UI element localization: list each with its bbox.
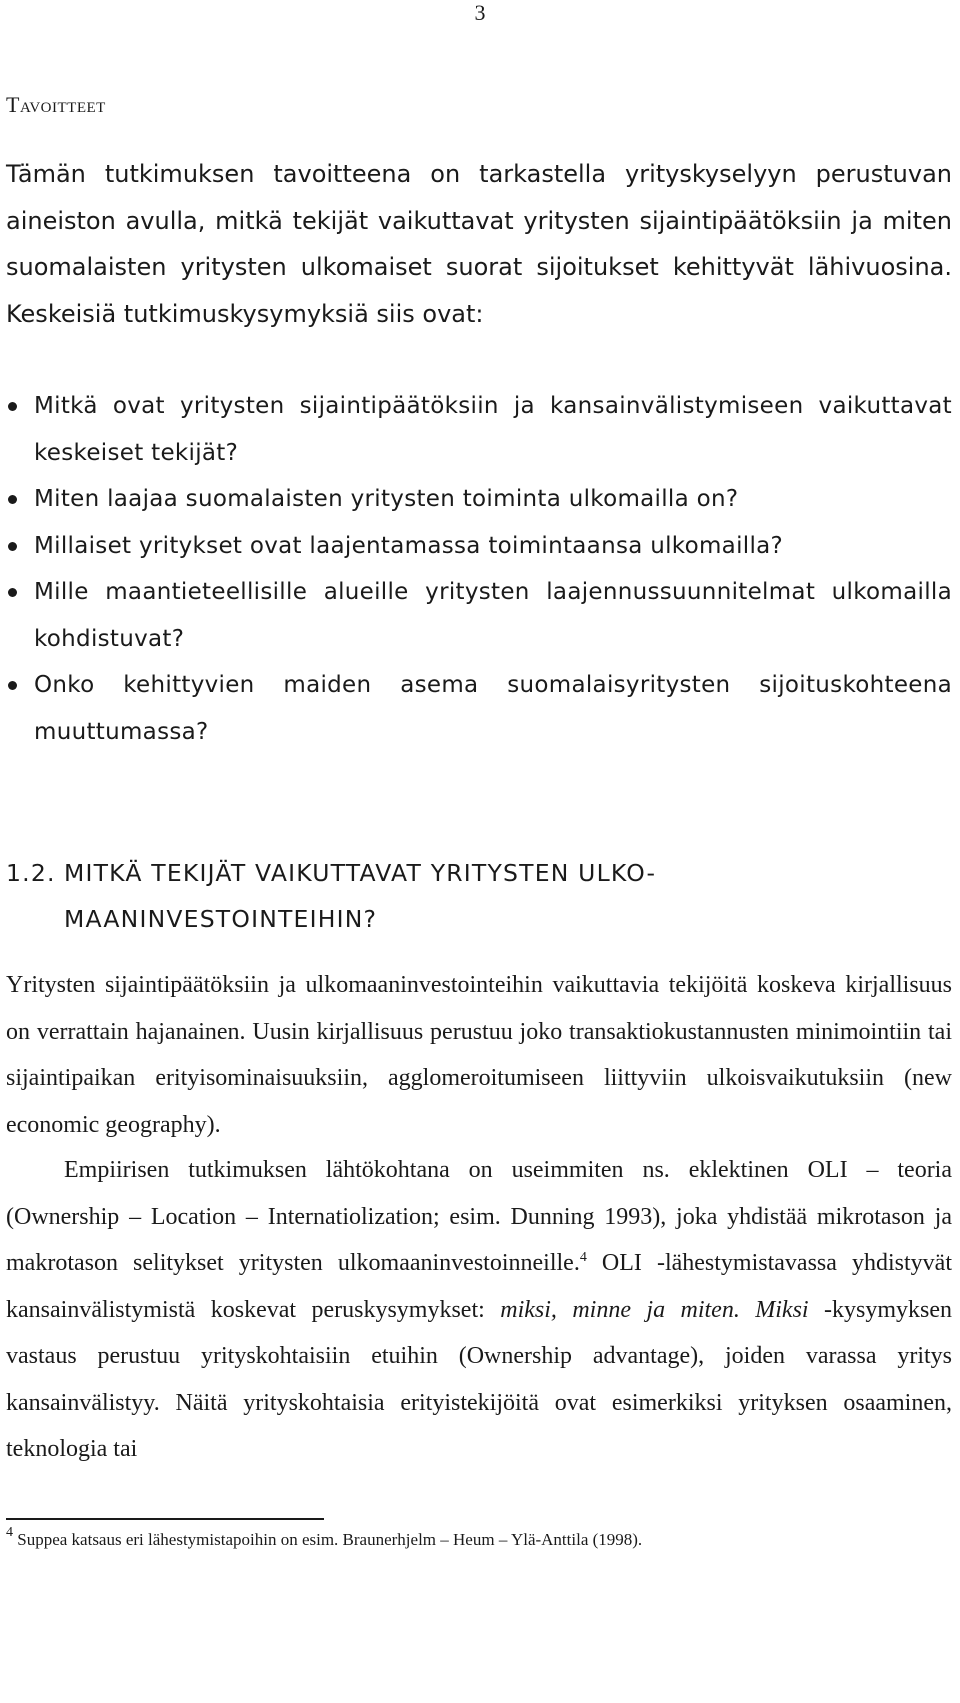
footnote-marker: 4 [6, 1525, 13, 1540]
body-text-part: OLI -lähestymistavassa yhdistyvät kansainvälistymistä koskevat peruskysymykset: [6, 1250, 952, 1323]
bullet-icon [8, 495, 17, 504]
question-item [6, 383, 952, 476]
question-item [6, 523, 952, 570]
italic-text: miksi, minne ja miten. [500, 1296, 740, 1323]
bullet-icon [8, 681, 17, 690]
footnote-divider [6, 1518, 324, 1520]
section-heading-title-line2: MAANINVESTOINTEIHIN? [64, 905, 378, 933]
section-title-text: Tavoitteet [6, 92, 106, 117]
question-list [6, 383, 952, 755]
question-text: Miten laajaa suomalaisten yritysten toiminta ulkomailla on? [34, 486, 739, 512]
bullet-icon [8, 542, 17, 551]
section-heading-title-line1: MITKÄ TEKIJÄT VAIKUTTAVAT YRITYSTEN ULKO- [64, 859, 657, 887]
footnote-text: Suppea katsaus eri lähestymistapoihin on esim. Braunerhjelm – Heum – Ylä-Anttila (1998). [13, 1530, 643, 1549]
body-paragraph: Yritysten sijaintipäätöksiin ja ulkomaaninvestointeihin vaikuttavia tekijöitä koskeva kirjallisuus on verrattain hajanainen. Uusin kirjallisuus perustuu joko transaktiokustannusten minimointiin tai sijaintipaikan erityisominaisuuksiin, agglomeroitumiseen liittyviin ulkoisvaikutuksiin (new economic geography). [6, 972, 952, 1138]
question-item [6, 476, 952, 523]
question-text: Mitkä ovat yritysten sijaintipäätöksiin ja kansainvälistymiseen vaikuttavat keskeiset tekijät? [34, 393, 952, 466]
italic-text: Miksi [755, 1296, 809, 1323]
footnote [6, 1526, 642, 1554]
question-text: Millaiset yritykset ovat laajentamassa toimintaansa ulkomailla? [34, 532, 784, 559]
section-heading-line1 [6, 850, 952, 896]
body-text-part: Empiirisen tutkimuksen lähtökohtana on useimmiten ns. eklektinen OLI – teoria (Ownership – Location – Internatiolization; esim. Dunning 1993), joka yhdistää mikrotason ja makrotason selitykset yritysten ulkomaaninvestoinneille. [6, 1157, 952, 1276]
body-text-part [740, 1297, 755, 1323]
section-title [6, 92, 106, 118]
page-number: 3 [474, 0, 486, 25]
question-item [6, 569, 952, 662]
body-paragraph-2 [6, 1147, 952, 1473]
question-text: Mille maantieteellisille alueille yritysten laajennussuunnitelmat ulkomailla kohdistuvat? [34, 579, 952, 652]
footnote-reference: 4 [579, 1250, 587, 1265]
intro-paragraph: Tämän tutkimuksen tavoitteena on tarkastella yrityskyselyyn perustuvan aineiston avulla, mitkä tekijät vaikuttavat yritysten sijaintipäätöksiin ja miten suomalaisten yritysten ulkomaiset suorat sijoitukset kehittyvät lähivuosina. Keskeisiä tutkimuskysymyksiä siis ovat: [6, 160, 952, 328]
question-text: Onko kehittyvien maiden asema suomalaisyritysten sijoituskohteena muuttumassa? [34, 672, 952, 745]
bullet-icon [8, 402, 17, 411]
body-text-part: -kysymyksen vastaus perustuu yrityskohtaisiin etuihin (Ownership advantage), joiden varassa yritys kansainvälistyy. Näitä yrityskohtaisia erityistekijöitä ovat esimerkiksi yrityksen osaaminen, teknologia tai [6, 1296, 953, 1462]
section-heading [6, 850, 952, 942]
section-number: 1.2. [6, 859, 56, 887]
bullet-icon [8, 588, 17, 597]
question-item [6, 662, 952, 755]
